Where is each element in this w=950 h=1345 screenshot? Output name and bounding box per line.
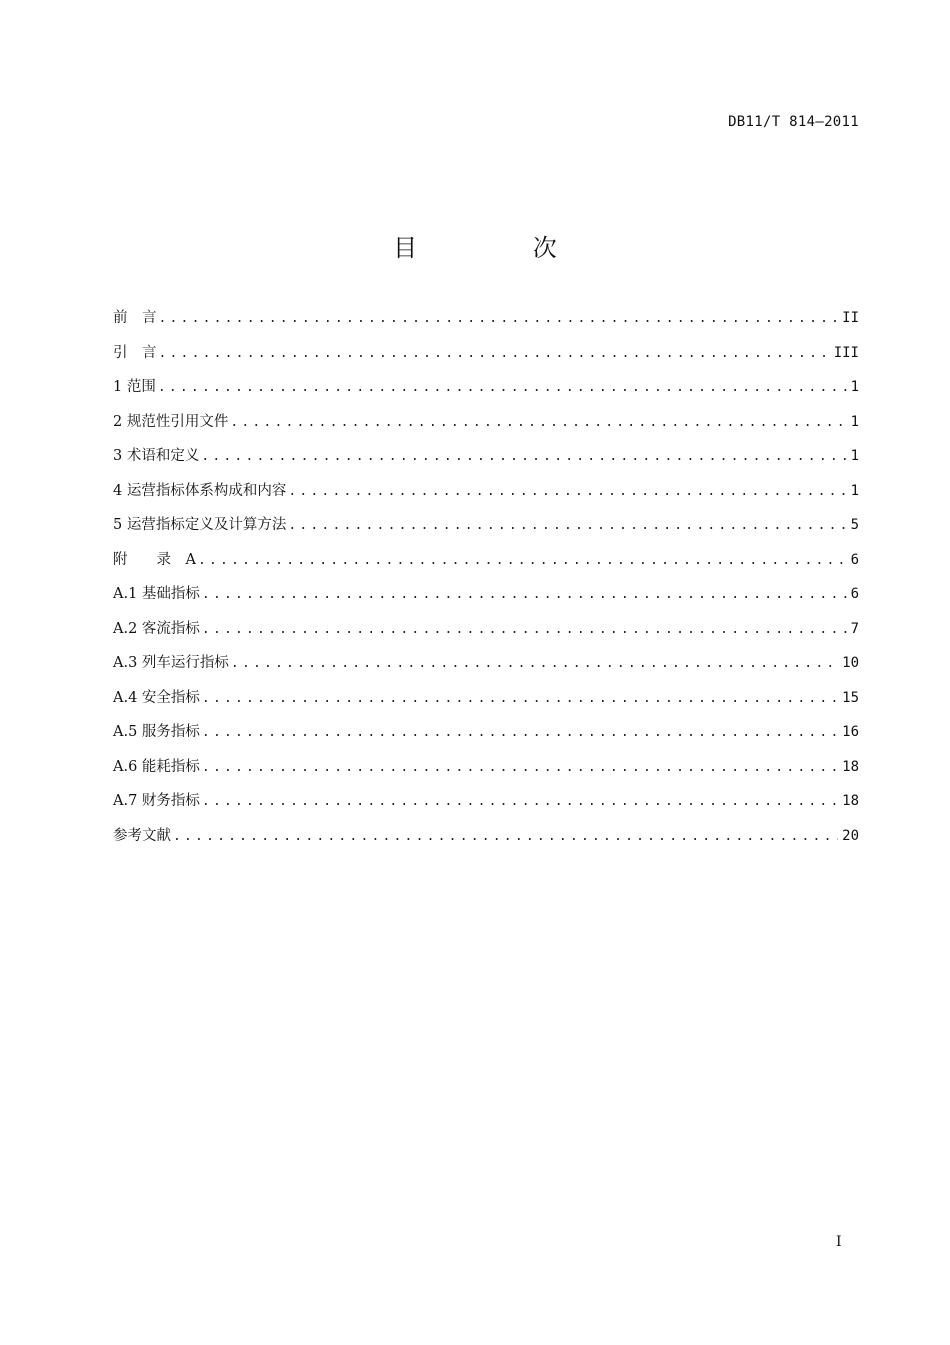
toc-title: 目 次 — [393, 234, 611, 262]
toc-entry-label: 参考文献 — [113, 827, 171, 844]
toc-entry-label: 1 范围 — [113, 379, 156, 395]
toc-entry-indicator-system[interactable] — [113, 479, 859, 514]
toc-entry-label: A.2 客流指标 — [113, 620, 200, 637]
toc-entry-page: 5 — [850, 517, 859, 533]
toc-leader-dots — [202, 691, 838, 706]
toc-entry-label: 2 规范性引用文件 — [113, 413, 229, 430]
toc-entry-page: 7 — [850, 620, 859, 637]
toc-entry-a5[interactable] — [113, 720, 859, 755]
toc-entry-page: 6 — [850, 551, 859, 568]
toc-leader-dots — [159, 311, 839, 326]
toc-leader-dots — [202, 587, 847, 602]
table-of-contents — [113, 306, 859, 858]
toc-leader-dots — [231, 656, 838, 671]
toc-entry-page: 1 — [850, 413, 859, 430]
toc-entry-label: A.7 财务指标 — [113, 793, 200, 809]
toc-entry-introduction[interactable] — [113, 341, 859, 376]
toc-entry-a7[interactable] — [113, 789, 859, 824]
toc-leader-dots — [202, 622, 847, 637]
toc-entry-foreword[interactable] — [113, 306, 859, 341]
toc-entry-a1[interactable] — [113, 582, 859, 617]
toc-leader-dots — [288, 518, 846, 533]
toc-entry-page: 15 — [842, 689, 859, 706]
toc-entry-a6[interactable] — [113, 755, 859, 790]
toc-entry-a4[interactable] — [113, 686, 859, 721]
toc-entry-label: A.1 基础指标 — [113, 586, 200, 602]
toc-entry-label: A.4 安全指标 — [113, 689, 200, 706]
toc-leader-dots — [202, 725, 838, 740]
toc-entry-page: 1 — [850, 448, 859, 464]
toc-leader-dots — [202, 794, 838, 809]
toc-entry-scope[interactable] — [113, 375, 859, 410]
toc-entry-page: 10 — [842, 655, 859, 671]
toc-entry-page: 20 — [842, 827, 859, 844]
toc-entry-terms-definitions[interactable] — [113, 444, 859, 479]
toc-entry-label: A.6 能耗指标 — [113, 758, 200, 775]
toc-leader-dots — [159, 346, 830, 361]
toc-entry-label: 5 运营指标定义及计算方法 — [113, 517, 287, 533]
toc-leader-dots — [202, 760, 838, 775]
page-number: I — [836, 1234, 842, 1250]
toc-entry-page: 18 — [842, 758, 859, 775]
toc-entry-indicator-definitions[interactable] — [113, 513, 859, 548]
toc-entry-page: 6 — [850, 586, 859, 602]
toc-entry-label: 附 录 A — [113, 551, 196, 568]
toc-entry-a2[interactable] — [113, 617, 859, 652]
toc-entry-label: 引 言 — [113, 344, 157, 361]
toc-entry-label: 前 言 — [113, 310, 157, 326]
toc-entry-page: 1 — [850, 482, 859, 499]
toc-entry-appendix-a[interactable] — [113, 548, 859, 583]
toc-entry-page: 1 — [850, 379, 859, 395]
toc-leader-dots — [173, 829, 838, 844]
toc-entry-label: A.3 列车运行指标 — [113, 655, 229, 671]
toc-entry-page: III — [833, 344, 859, 361]
toc-entry-label: A.5 服务指标 — [113, 724, 200, 740]
toc-entry-a3[interactable] — [113, 651, 859, 686]
toc-entry-page: II — [842, 310, 859, 326]
toc-entry-label: 4 运营指标体系构成和内容 — [113, 482, 287, 499]
toc-entry-label: 3 术语和定义 — [113, 448, 200, 464]
toc-entry-bibliography[interactable] — [113, 824, 859, 859]
toc-leader-dots — [198, 553, 847, 568]
toc-entry-page: 16 — [842, 724, 859, 740]
toc-leader-dots — [201, 449, 846, 464]
toc-leader-dots — [158, 380, 847, 395]
toc-leader-dots — [230, 415, 846, 430]
document-code: DB11/T 814—2011 — [728, 114, 859, 130]
toc-leader-dots — [288, 484, 846, 499]
toc-entry-page: 18 — [842, 793, 859, 809]
toc-entry-normative-references[interactable] — [113, 410, 859, 445]
